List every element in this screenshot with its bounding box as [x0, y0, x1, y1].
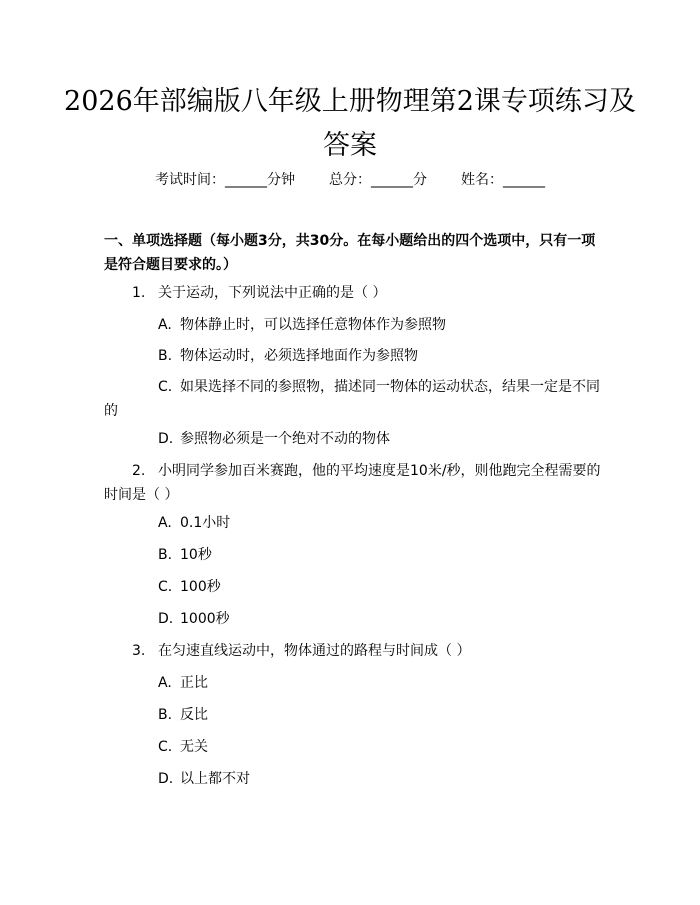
option-letter: A.	[158, 317, 172, 333]
question-1-option-d	[104, 427, 604, 451]
option-text: 如果选择不同的参照物，描述同一物体的运动状态，结果一定是不同的	[104, 379, 600, 419]
total-score-label: 总分：______分	[329, 172, 427, 188]
option-text: 以上都不对	[180, 771, 250, 787]
option-letter: D.	[158, 771, 174, 787]
question-3-option-a	[104, 671, 604, 695]
option-letter: A.	[158, 515, 172, 531]
option-text: 物体运动时，必须选择地面作为参照物	[180, 348, 418, 364]
document-title: 2026年部编版八年级上册物理第2课专项练习及答案	[64, 86, 636, 161]
question-3-option-d	[104, 767, 604, 791]
option-letter: D.	[158, 611, 174, 627]
question-1-option-c	[104, 375, 604, 423]
question-text: 在匀速直线运动中，物体通过的路程与时间成（ ）	[158, 643, 471, 659]
exam-time-label: 考试时间：______分钟	[155, 172, 295, 188]
student-name-label: 姓名：______	[461, 172, 545, 188]
question-2-option-a	[104, 511, 604, 535]
option-letter: B.	[158, 348, 173, 364]
option-text: 正比	[180, 675, 208, 691]
option-text: 无关	[180, 739, 208, 755]
question-number: 3.	[132, 643, 146, 659]
question-2-option-d	[104, 607, 604, 631]
section-heading: 一、单项选择题（每小题3分，共30分。在每小题给出的四个选项中，只有一项是符合题目要求的。）	[104, 233, 596, 273]
option-text: 参照物必须是一个绝对不动的物体	[180, 431, 390, 447]
option-letter: D.	[158, 431, 174, 447]
option-letter: C.	[158, 379, 173, 395]
question-text: 关于运动，下列说法中正确的是（ ）	[158, 285, 387, 301]
question-1	[104, 281, 604, 305]
option-letter: A.	[158, 675, 172, 691]
question-2-option-b	[104, 543, 604, 567]
option-letter: B.	[158, 707, 173, 723]
question-2	[104, 459, 604, 507]
option-text: 0.1小时	[180, 515, 231, 531]
question-3-option-c	[104, 735, 604, 759]
exam-info	[0, 169, 700, 189]
option-letter: C.	[158, 739, 173, 755]
question-3-option-b	[104, 703, 604, 727]
option-text: 反比	[180, 707, 208, 723]
question-1-option-a	[104, 313, 604, 337]
option-letter: B.	[158, 547, 173, 563]
question-2-option-c	[104, 575, 604, 599]
question-number: 2.	[132, 463, 146, 479]
question-3	[104, 639, 604, 663]
question-number: 1.	[132, 285, 146, 301]
option-letter: C.	[158, 579, 173, 595]
option-text: 100秒	[180, 579, 221, 595]
question-1-option-b	[104, 344, 604, 368]
option-text: 1000秒	[180, 611, 230, 627]
option-text: 10秒	[180, 547, 212, 563]
question-text: 小明同学参加百米赛跑，他的平均速度是10米/秒，则他跑完全程需要的时间是（ ）	[104, 463, 601, 503]
option-text: 物体静止时，可以选择任意物体作为参照物	[180, 317, 446, 333]
